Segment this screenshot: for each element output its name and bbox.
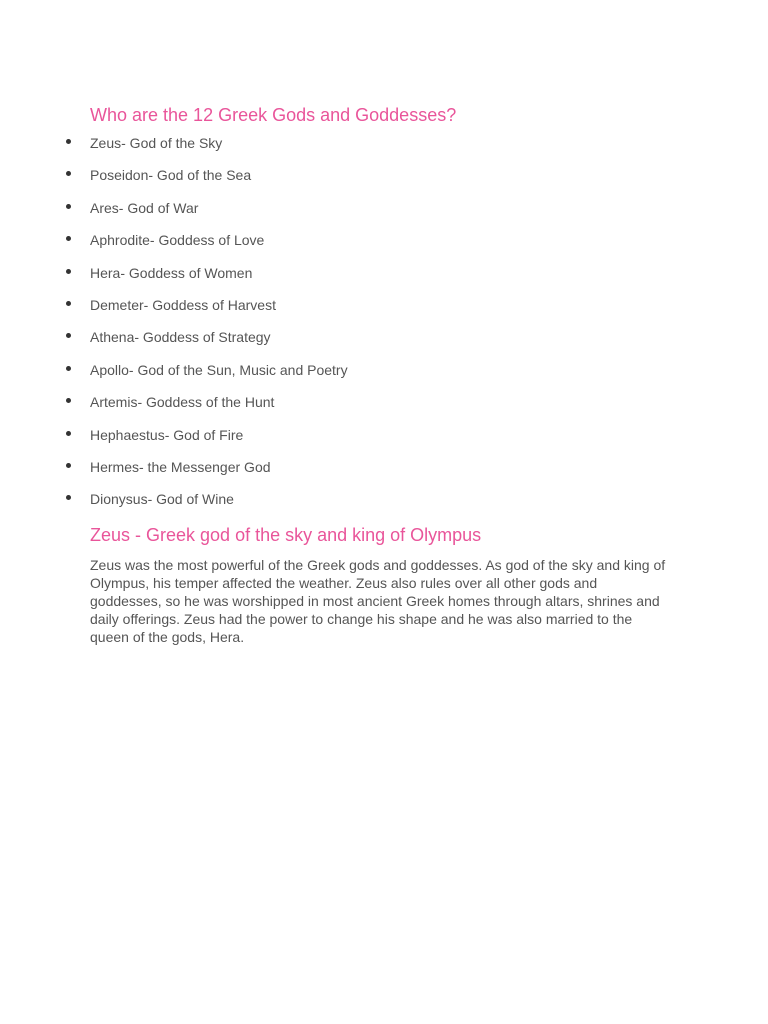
list-item [0, 360, 700, 392]
list-item-text: Hermes- the Messenger God [90, 458, 271, 475]
list-item-text: Athena- Goddess of Strategy [90, 329, 271, 346]
gods-list [0, 133, 700, 522]
zeus-paragraph: Zeus was the most powerful of the Greek gods and goddesses. As god of the sky and king of Olympus, his temper affected the weather. Zeus also rules over all other gods and goddesses, so he was worshipped in most ancient Greek homes through altars, shrines and daily offerings. Zeus had the power to change his shape and he was also married to the queen of the gods, Hera. [90, 557, 666, 645]
bullet-icon [66, 204, 71, 209]
list-item-text: Dionysus- God of Wine [90, 491, 234, 508]
list-item-text: Hera- Goddess of Women [90, 264, 253, 281]
list-item [0, 133, 700, 165]
list-item [0, 457, 700, 489]
zeus-heading: Zeus - Greek god of the sky and king of Olympus [90, 525, 482, 545]
list-item [0, 327, 700, 359]
list-item [0, 230, 700, 262]
bullet-icon [66, 431, 71, 436]
list-item-text: Zeus- God of the Sky [90, 135, 223, 151]
list-item-text: Hephaestus- God of Fire [90, 426, 244, 443]
bullet-icon [66, 495, 71, 500]
bullet-icon [66, 236, 71, 241]
bullet-icon [66, 398, 71, 403]
list-item [0, 295, 700, 327]
list-item [0, 425, 700, 457]
list-item-text: Aphrodite- Goddess of Love [90, 232, 265, 249]
list-item [0, 489, 700, 521]
list-item-text: Poseidon- God of the Sea [90, 167, 252, 184]
list-item [0, 198, 700, 230]
list-item [0, 263, 700, 295]
bullet-icon [66, 269, 71, 274]
list-item-text: Ares- God of War [90, 199, 199, 216]
bullet-icon [66, 463, 71, 468]
bullet-icon [66, 139, 71, 144]
bullet-icon [66, 366, 71, 371]
list-item-text: Demeter- Goddess of Harvest [90, 296, 276, 313]
bullet-icon [66, 171, 71, 176]
bullet-icon [66, 301, 71, 306]
list-item-text: Artemis- Goddess of the Hunt [90, 394, 275, 411]
list-item [0, 392, 700, 424]
list-item [0, 165, 700, 197]
bullet-icon [66, 333, 71, 338]
main-heading: Who are the 12 Greek Gods and Goddesses? [90, 105, 457, 125]
list-item-text: Apollo- God of the Sun, Music and Poetry [90, 361, 348, 378]
